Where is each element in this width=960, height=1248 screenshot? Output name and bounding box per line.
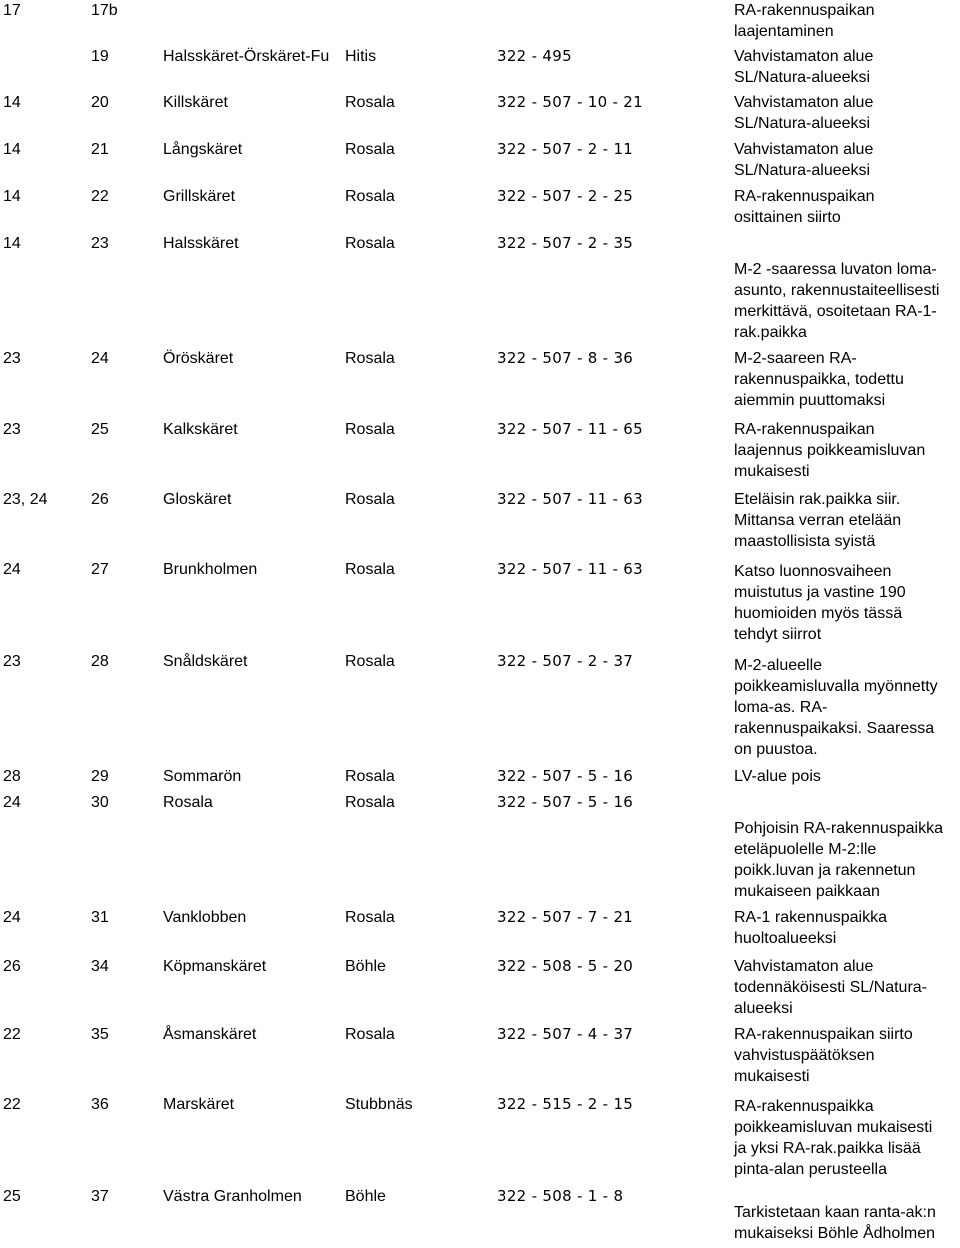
map-sheet-cell: 14 [3,188,21,205]
note-line: rak.paikka [734,324,807,341]
item-number-cell: 26 [91,491,109,508]
place-name-cell: Kalkskäret [163,421,238,438]
note-line: mukaisesti [734,463,810,480]
item-number-cell: 31 [91,909,109,926]
property-id-cell: 322 - 507 - 2 - 11 [497,140,634,158]
village-cell: Böhle [345,1188,386,1205]
village-cell: Rosala [345,188,395,205]
item-number-cell: 37 [91,1188,109,1205]
place-name-cell: Marskäret [163,1096,235,1113]
note-line: rakennuspaikaksi. Saaressa [734,720,935,737]
note-cell [734,766,960,787]
map-sheet-cell: 23 [3,653,21,670]
note-line: eteläpuolelle M-2:lle [734,841,877,858]
property-id-cell: 322 - 495 [497,47,572,65]
note-line: Mittansa verran etelään [734,512,902,529]
note-line: Vahvistamaton alue [734,141,874,158]
place-name-cell: Köpmanskäret [163,958,267,975]
note-cell [734,818,960,902]
note-line: Katso luonnosvaiheen [734,563,892,580]
note-line: M-2-alueelle [734,657,823,674]
property-id-cell: 322 - 507 - 2 - 35 [497,234,634,252]
village-cell: Rosala [345,491,395,508]
note-line: RA-rakennuspaikan [734,188,875,205]
note-cell [734,1096,960,1180]
note-line: SL/Natura-alueeksi [734,69,871,86]
note-line: SL/Natura-alueeksi [734,115,871,132]
note-cell [734,186,960,228]
note-line: poikkeamisluvalla myönnetty [734,678,938,695]
note-line: ja yksi RA-rak.paikka lisää [734,1140,921,1157]
item-number-cell: 22 [91,188,109,205]
note-line: Vahvistamaton alue [734,958,874,975]
property-id-cell: 322 - 515 - 2 - 15 [497,1095,634,1113]
note-line: RA-rakennuspaikan [734,421,875,438]
note-line: maastollisista syistä [734,533,876,550]
property-id-cell: 322 - 507 - 10 - 21 [497,93,643,111]
note-cell [734,348,960,411]
village-cell: Rosala [345,350,395,367]
map-sheet-cell: 14 [3,94,21,111]
place-name-cell: Halsskäret [163,235,239,252]
item-number-cell: 28 [91,653,109,670]
note-line: asunto, rakennustaiteellisesti [734,282,940,299]
note-line: rakennuspaikka, todettu [734,371,904,388]
note-cell [734,92,960,134]
place-name-cell: Grillskäret [163,188,236,205]
note-cell [734,46,960,88]
property-id-cell: 322 - 508 - 1 - 8 [497,1187,624,1205]
place-name-cell: Snåldskäret [163,653,248,670]
note-line: mukaisesti [734,1068,810,1085]
village-cell: Rosala [345,235,395,252]
note-line: huomioiden myös tässä [734,605,903,622]
note-cell [734,0,960,42]
place-name-cell: Vanklobben [163,909,247,926]
note-line: LV-alue pois [734,768,821,785]
item-number-cell: 17b [91,2,118,19]
note-line: aiemmin puuttomaksi [734,392,886,409]
note-line: M-2 -saaressa luvaton loma- [734,261,937,278]
note-line: RA-1 rakennuspaikka [734,909,887,926]
place-name-cell: Rosala [163,794,213,811]
property-id-cell: 322 - 507 - 2 - 37 [497,652,634,670]
note-line: Vahvistamaton alue [734,48,874,65]
item-number-cell: 20 [91,94,109,111]
place-name-cell: Åsmanskäret [163,1026,257,1043]
note-line: Vahvistamaton alue [734,94,874,111]
map-sheet-cell: 26 [3,958,21,975]
note-line: Eteläisin rak.paikka siir. [734,491,901,508]
note-cell [734,1024,960,1087]
note-cell [734,489,960,552]
note-line: huoltoalueeksi [734,930,837,947]
note-line: SL/Natura-alueeksi [734,162,871,179]
note-line: alueeksi [734,1000,793,1017]
item-number-cell: 24 [91,350,109,367]
note-line: RA-rakennuspaikan [734,2,875,19]
note-line: tehdyt siirrot [734,626,822,643]
map-sheet-cell: 25 [3,1188,21,1205]
note-line: merkittävä, osoitetaan RA-1- [734,303,937,320]
item-number-cell: 21 [91,141,109,158]
place-name-cell: Sommarön [163,768,242,785]
note-line: laajentaminen [734,23,834,40]
map-sheet-cell: 24 [3,561,21,578]
property-id-cell: 322 - 507 - 11 - 63 [497,490,643,508]
map-sheet-cell: 23, 24 [3,491,48,508]
place-name-cell: Långskäret [163,141,243,158]
note-line: vahvistuspäätöksen [734,1047,875,1064]
village-cell: Hitis [345,48,377,65]
village-cell: Rosala [345,141,395,158]
property-id-cell: 322 - 507 - 11 - 65 [497,420,643,438]
item-number-cell: 29 [91,768,109,785]
property-id-cell: 322 - 507 - 7 - 21 [497,908,634,926]
note-line: M-2-saareen RA- [734,350,857,367]
place-name-cell: Västra Granholmen [163,1188,302,1205]
note-cell [734,139,960,181]
map-sheet-cell: 23 [3,421,21,438]
village-cell: Böhle [345,958,386,975]
village-cell: Rosala [345,1026,395,1043]
village-cell: Rosala [345,794,395,811]
note-line: mukaiseksi Böhle Ådholmen [734,1225,935,1242]
place-name-cell: Gloskäret [163,491,232,508]
note-cell [734,907,960,949]
village-cell: Stubbnäs [345,1096,413,1113]
property-id-cell: 322 - 507 - 4 - 37 [497,1025,634,1043]
note-line: RA-rakennuspaikka [734,1098,874,1115]
map-sheet-cell: 23 [3,350,21,367]
item-number-cell: 35 [91,1026,109,1043]
place-name-cell: Brunkholmen [163,561,258,578]
map-sheet-cell: 22 [3,1096,21,1113]
note-cell [734,956,960,1019]
note-line: on puustoa. [734,741,818,758]
property-id-cell: 322 - 508 - 5 - 20 [497,957,634,975]
note-line: muistutus ja vastine 190 [734,584,906,601]
map-sheet-cell: 24 [3,909,21,926]
note-line: pinta-alan perusteella [734,1161,887,1178]
village-cell: Rosala [345,768,395,785]
item-number-cell: 25 [91,421,109,438]
map-sheet-cell: 24 [3,794,21,811]
note-line: poikk.luvan ja rakennetun [734,862,916,879]
place-name-cell: Killskäret [163,94,228,111]
item-number-cell: 27 [91,561,109,578]
note-line: Tarkistetaan kaan ranta-ak:n [734,1204,936,1221]
place-name-cell: Öröskäret [163,350,234,367]
note-cell [734,259,960,343]
note-line: poikkeamisluvan mukaisesti [734,1119,933,1136]
item-number-cell: 19 [91,48,109,65]
map-sheet-cell: 28 [3,768,21,785]
map-sheet-cell: 22 [3,1026,21,1043]
note-line: todennäköisesti SL/Natura- [734,979,927,996]
property-id-cell: 322 - 507 - 5 - 16 [497,767,634,785]
note-line: osittainen siirto [734,209,841,226]
note-cell [734,1202,960,1244]
note-line: RA-rakennuspaikan siirto [734,1026,913,1043]
village-cell: Rosala [345,653,395,670]
item-number-cell: 30 [91,794,109,811]
item-number-cell: 34 [91,958,109,975]
map-sheet-cell: 17 [3,2,21,19]
village-cell: Rosala [345,421,395,438]
village-cell: Rosala [345,909,395,926]
property-id-cell: 322 - 507 - 11 - 63 [497,560,643,578]
note-cell [734,561,960,645]
note-cell [734,419,960,482]
property-id-cell: 322 - 507 - 8 - 36 [497,349,634,367]
note-line: mukaiseen paikkaan [734,883,880,900]
village-cell: Rosala [345,94,395,111]
note-line: laajennus poikkeamisluvan [734,442,926,459]
property-id-cell: 322 - 507 - 2 - 25 [497,187,634,205]
map-sheet-cell: 14 [3,235,21,252]
note-line: loma-as. RA- [734,699,828,716]
item-number-cell: 23 [91,235,109,252]
note-line: Pohjoisin RA-rakennuspaikka [734,820,943,837]
property-id-cell: 322 - 507 - 5 - 16 [497,793,634,811]
note-cell [734,655,960,760]
map-sheet-cell: 14 [3,141,21,158]
place-name-cell: Halsskäret-Örskäret-Fu [163,48,330,65]
village-cell: Rosala [345,561,395,578]
item-number-cell: 36 [91,1096,109,1113]
